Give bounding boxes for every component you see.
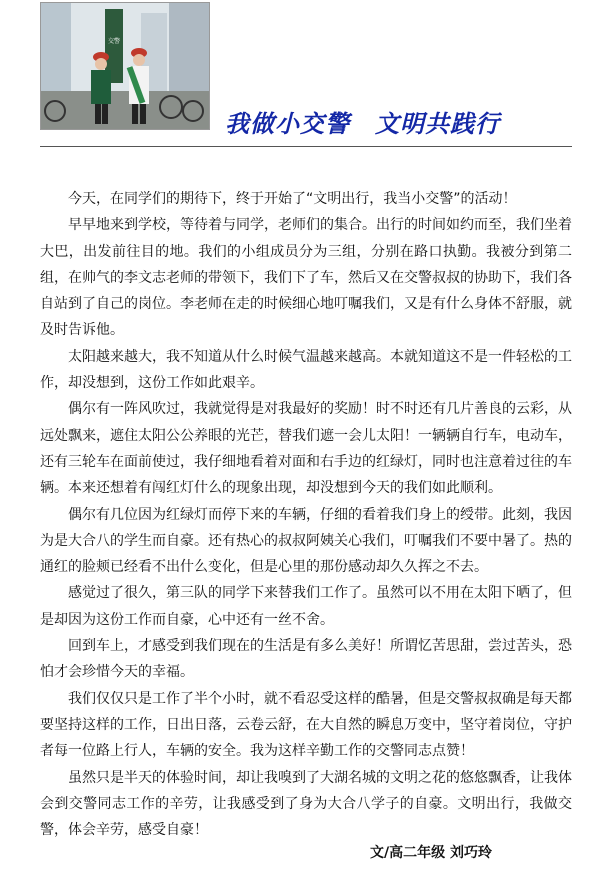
header-photo	[40, 2, 210, 130]
paragraph-2: 早早地来到学校，等待着与同学，老师们的集合。出行的时间如约而至，我们坐着大巴，出发前往目的地。我们的小组成员分为三组，分别在路口执勤。我被分到第二组，在帅气的李文志老师的带领下，我们下了车，然后又在交警叔叔的协助下，我们各自站到了自己的岗位。李老师在走的时候细心地叮嘱我们，又是有什么身体不舒服，就及时告诉他。	[40, 217, 572, 339]
article-body	[40, 186, 572, 843]
paragraph-4: 偶尔有一阵风吹过，我就觉得是对我最好的奖励！时不时还有几片善良的云彩，从远处飘来，遮住太阳公公养眼的光芒，替我们遮一会儿太阳！一辆辆自行车，电动车，还有三轮车在面前使过，我仔细地看着对面和右手边的红绿灯，同时也注意着过往的车辆。本来还想着有闯红灯什么的现象出现，却没想到今天的我们如此顺利。	[40, 401, 572, 497]
svg-text:交警: 交警	[107, 38, 121, 45]
paragraph-3: 太阳越来越大，我不知道从什么时候气温越来越高。本就知道这不是一件轻松的工作，却没想到，这份工作如此艰辛。	[40, 348, 572, 392]
paragraph-5: 偶尔有几位因为红绿灯而停下来的车辆，仔细的看着我们身上的绶带。此刻，我因为是大合八的学生而自豪。还有热心的叔叔阿姨关心我们，叮嘱我们不要中暑了。热的通红的脸颊已经看不出什么变化，但是心里的那份感动却久久挥之不去。	[40, 506, 572, 576]
paragraph-1: 今天，在同学们的期待下，终于开始了“文明出行，我当小交警”的活动！	[68, 191, 517, 207]
author-byline: 文/高二年级 刘巧玲	[370, 845, 492, 861]
paragraph-6: 感觉过了很久，第三队的同学下来替我们工作了。虽然可以不用在太阳下晒了，但是却因为这份工作而自豪，心中还有一丝不舍。	[40, 585, 572, 628]
paragraph-9: 虽然只是半天的体验时间，却让我嗅到了大湖名城的文明之花的悠悠飘香，让我体会到交警同志工作的辛劳，让我感受到了身为大合八学子的自豪。文明出行，我做交警，体会辛劳，感受自豪！	[40, 769, 572, 839]
page-title: 我做小交警 文明共践行	[225, 110, 500, 138]
paragraph-7: 回到车上，才感受到我们现在的生活是有多么美好！所谓忆苦思甜，尝过苦头，恐怕才会珍惜今天的幸福。	[40, 638, 572, 681]
traffic-volunteers-photo	[41, 3, 209, 129]
paragraph-8: 我们仅仅只是工作了半个小时，就不看忍受这样的酷暑，但是交警叔叔确是每天都要坚持这样的工作，日出日落，云卷云舒，在大自然的瞬息万变中，坚守着岗位，守护者每一位路上行人，车辆的安全。我为这样辛勤工作的交警同志点赞！	[40, 690, 572, 760]
title-divider	[40, 146, 572, 147]
